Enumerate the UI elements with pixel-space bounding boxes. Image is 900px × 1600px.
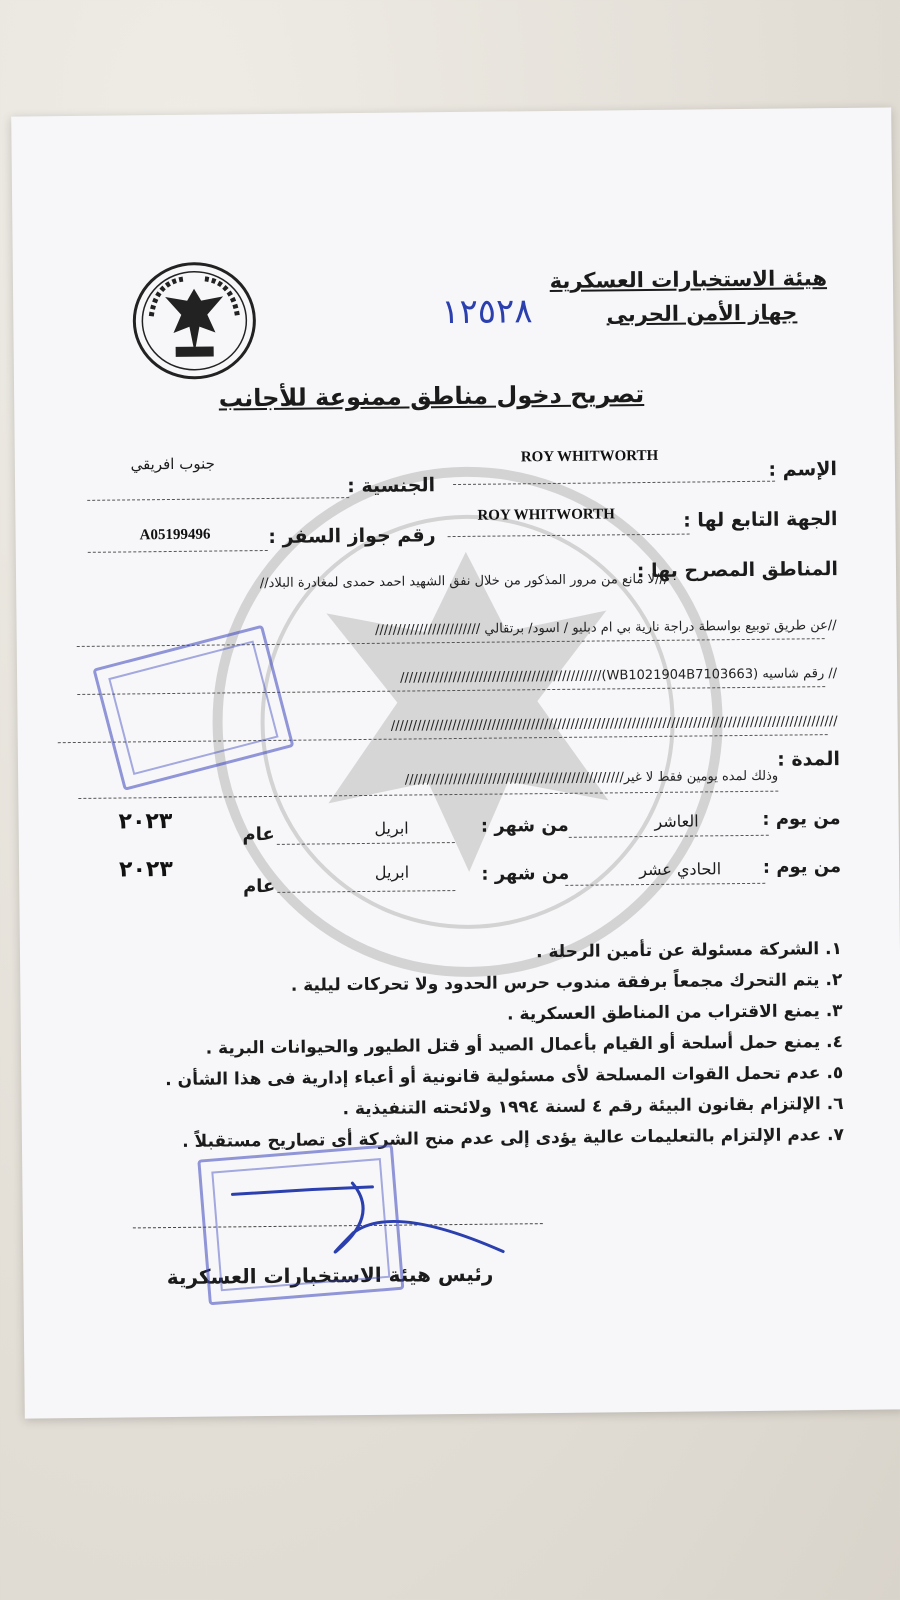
to-month-value: ابريل (374, 862, 410, 882)
to-day-value: الحادي عشر (639, 859, 722, 880)
passport-value: A05199496 (139, 526, 211, 544)
conditions-list (142, 934, 844, 1158)
permit-document (11, 107, 900, 1418)
areas-label: المناطق المصرح بها : (636, 558, 839, 583)
condition-item: ٥. عدم تحمل القوات المسلحة لأى مسئولية قانونية أو أعباء إدارية فى هذا الشأن . (165, 1062, 844, 1091)
signature-stamp (197, 1144, 404, 1305)
page-title: تصريح دخول مناطق ممنوعة للأجانب (218, 380, 645, 413)
duration-value: وذلك لمده يومين فقط لا غير////////////////////////////////////////////////// (404, 768, 779, 788)
to-month-label: من شهر : (481, 862, 570, 885)
areas-line-2: //عن طريق توبيع بواسطة دراجة نارية بي ام دبليو / اسود/ برتقالي //////////////////////// (375, 618, 837, 638)
eagle-emblem-icon (131, 260, 258, 381)
to-year-value: ٢٠٢٣ (118, 856, 173, 883)
condition-item: ١. الشركة مسئولة عن تأمين الرحلة . (535, 938, 843, 963)
condition-item: ٢. يتم التحرك مجمعاً برفقة مندوب حرس الحدود ولا تحركات ليلية . (290, 969, 843, 996)
from-day-value: العاشر (654, 811, 699, 831)
condition-item: ٤. يمنع حمل أسلحة أو القيام بأعمال الصيد أو قتل الطيور والحيوانات البرية . (205, 1031, 844, 1059)
areas-line-4: ////////////////////////////////////////////////////////////////////////////////////////////////////// (390, 714, 838, 734)
from-year-value: ٢٠٢٣ (118, 808, 173, 835)
areas-line-3: // رقم شاسيه (WB1021904B7103663)////////////////////////////////////////////// (399, 666, 838, 686)
serial-number: ١٢٥٢٨ (441, 291, 533, 333)
name-value: ROY WHITWORTH (520, 447, 659, 466)
signatory-title: رئيس هيئة الاستخبارات العسكرية (166, 1261, 494, 1290)
from-month-label: من شهر : (480, 814, 569, 837)
name-label: الإسم : (768, 458, 838, 481)
passport-label: رقم جواز السفر : (268, 524, 436, 548)
from-year-label: عام (242, 823, 275, 846)
from-day-label: من يوم : (762, 807, 841, 830)
condition-item: ٦. الإلتزام بقانون البيئة رقم ٤ لسنة ١٩٩٤ ولائحته التنفيذية . (342, 1093, 844, 1120)
from-month-value: ابريل (374, 818, 409, 838)
affiliation-value: ROY WHITWORTH (477, 506, 615, 524)
condition-item: ٣. يمنع الاقتراب من المناطق العسكرية . (506, 1000, 843, 1025)
nationality-label: الجنسية : (347, 474, 436, 498)
nationality-value: جنوب افريقي (130, 454, 215, 474)
org-name: هيئة الاستخبارات العسكرية (549, 266, 828, 294)
to-year-label: عام (242, 875, 276, 898)
affiliation-label: الجهة التابع لها : (683, 508, 838, 532)
condition-item: ٧. عدم الإلتزام بالتعليمات عالية يؤدى إلى عدم منح الشركة أى تصاريح مستقبلاً . (182, 1124, 845, 1152)
areas-line-1: ///لا مانع من مرور المذكور من خلال نفق الشهيد احمد حمدى لمغادرة البلاد// (259, 571, 669, 592)
duration-label: المدة : (777, 748, 841, 771)
org-subname: جهاز الأمن الحربى (606, 300, 798, 327)
to-day-label: من يوم : (762, 855, 842, 878)
